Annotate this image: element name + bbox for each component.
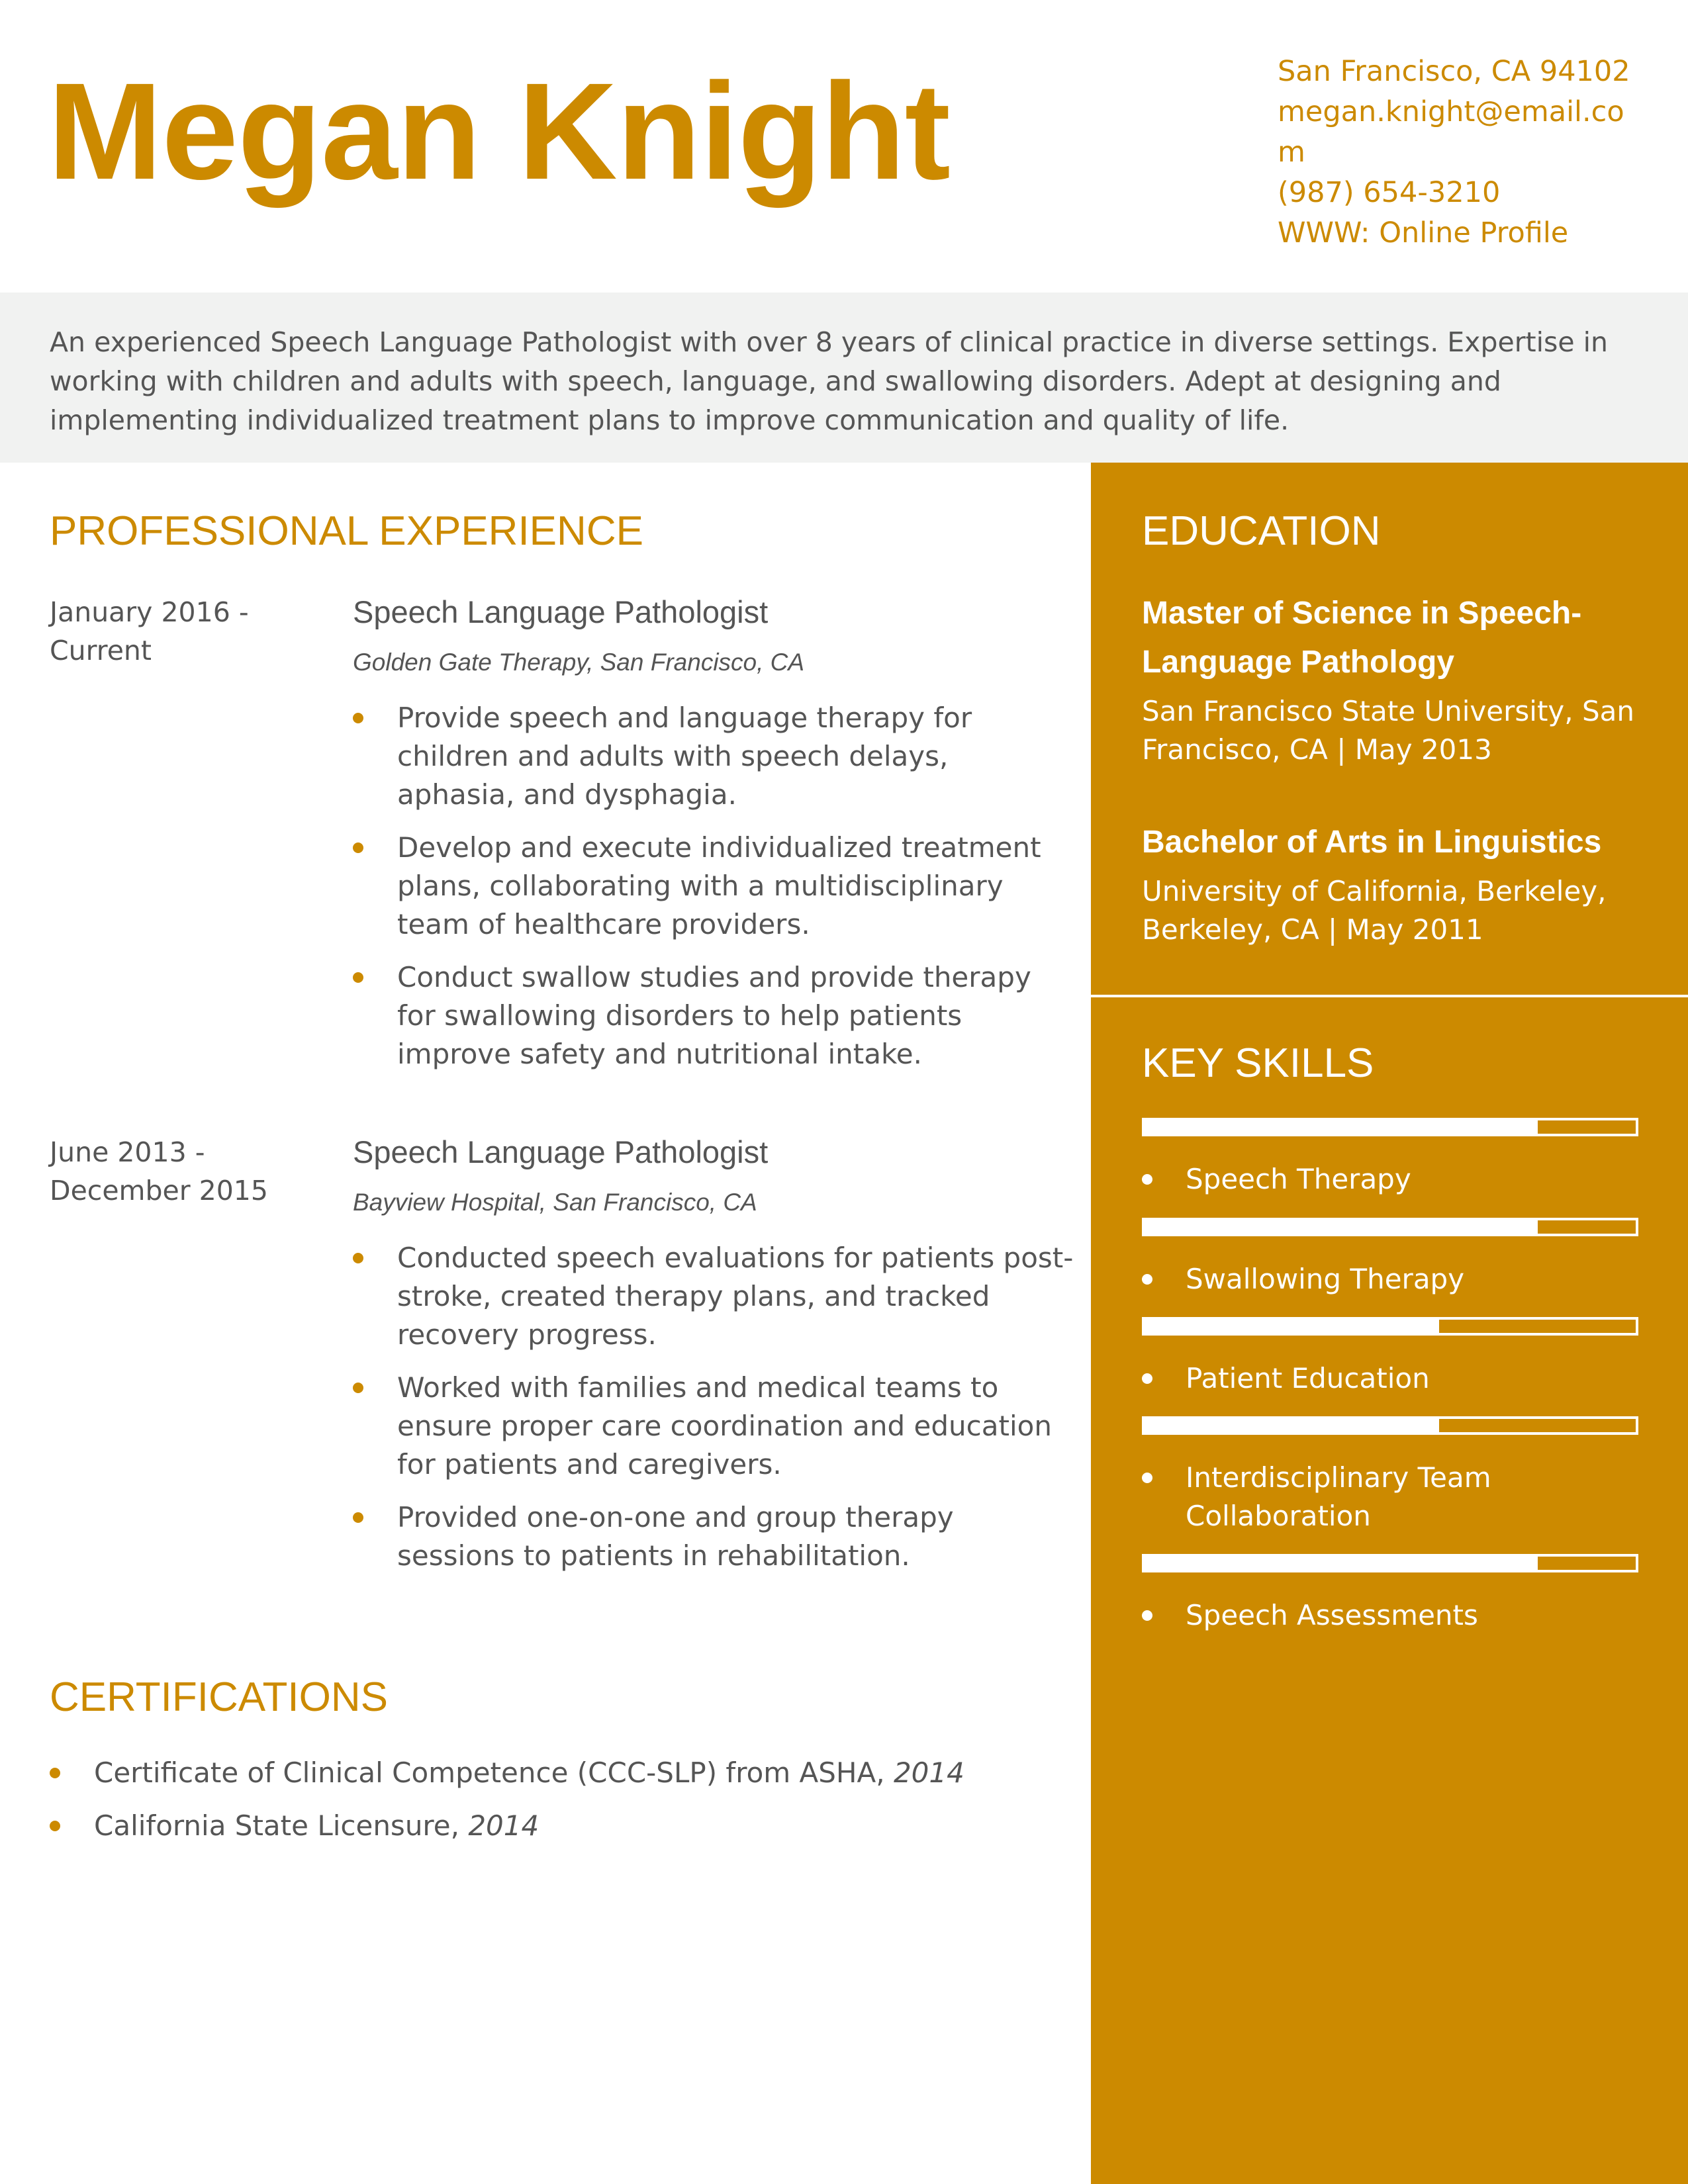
contact-phone[interactable]: (987) 654-3210 — [1278, 176, 1501, 209]
skill-label: Speech Assessments — [1142, 1596, 1513, 1635]
resume-header — [0, 0, 1688, 293]
job-bullet: Conduct swallow studies and provide therapy for swallowing disorders to help patients improve safety and nutritional intake. — [353, 958, 1074, 1073]
skill-item — [1142, 1218, 1638, 1298]
contact-address: San Francisco, CA 94102 — [1278, 55, 1630, 88]
education-degree: Master of Science in Speech-Language Pathology — [1142, 596, 1582, 680]
skill-level-bar — [1142, 1416, 1638, 1435]
experience-heading: PROFESSIONAL EXPERIENCE — [50, 508, 643, 554]
certification-item — [50, 1807, 1043, 1845]
certification-item — [50, 1754, 1043, 1792]
certification-text: Certificate of Clinical Competence (CCC-SLP) from ASHA, — [94, 1756, 894, 1789]
skill-level-fill — [1145, 1220, 1538, 1234]
skill-level-fill — [1145, 1557, 1538, 1570]
job-bullets — [353, 699, 1074, 1088]
job-company: Golden Gate Therapy, San Francisco, CA — [353, 649, 805, 676]
skill-label: Patient Education — [1142, 1359, 1513, 1398]
job-title: Speech Language Pathologist — [353, 594, 769, 629]
skill-label: Swallowing Therapy — [1142, 1260, 1513, 1298]
skill-level-fill — [1145, 1419, 1439, 1432]
education-school: San Francisco State University, San Francisco, CA | May 2013 — [1142, 695, 1634, 766]
certification-year: 2014 — [893, 1756, 964, 1789]
skill-level-fill — [1145, 1120, 1538, 1134]
certifications-heading: CERTIFICATIONS — [50, 1674, 388, 1720]
job-bullet: Worked with families and medical teams to ensure proper care coordination and education for patients and caregivers. — [353, 1369, 1074, 1484]
skill-item — [1142, 1554, 1638, 1635]
job-bullet: Conducted speech evaluations for patients post-stroke, created therapy plans, and tracked recovery progress. — [353, 1239, 1074, 1354]
skills-heading: KEY SKILLS — [1142, 1040, 1374, 1086]
skill-level-bar — [1142, 1118, 1638, 1136]
contact-info — [1278, 52, 1648, 253]
job-date: January 2016 - Current — [50, 596, 249, 666]
education-degree: Bachelor of Arts in Linguistics — [1142, 825, 1602, 860]
contact-website[interactable]: WWW: Online Profile — [1278, 216, 1569, 250]
skill-label: Speech Therapy — [1142, 1160, 1513, 1199]
skill-level-bar — [1142, 1554, 1638, 1572]
job-company: Bayview Hospital, San Francisco, CA — [353, 1189, 757, 1216]
education-entry — [1142, 818, 1658, 949]
job-bullets — [353, 1239, 1074, 1590]
education-heading: EDUCATION — [1142, 508, 1381, 554]
skill-level-bar — [1142, 1317, 1638, 1336]
professional-summary: An experienced Speech Language Pathologist with over 8 years of clinical practice in diverse settings. Expertise in working with children and adults with speech, language, and swallowing disorders. Adept at designing and implementing individualized treatment plans to improve communication and quality of life. — [0, 293, 1688, 463]
education-school: University of California, Berkeley, Berkeley, CA | May 2011 — [1142, 875, 1607, 946]
job-bullet: Develop and execute individualized treatment plans, collaborating with a multidisciplinary team of healthcare providers. — [353, 829, 1074, 944]
candidate-name: Megan Knight — [48, 55, 950, 208]
job-title: Speech Language Pathologist — [353, 1134, 769, 1169]
education-entry — [1142, 589, 1658, 769]
job-bullet: Provided one-on-one and group therapy sessions to patients in rehabilitation. — [353, 1498, 1074, 1575]
certification-year: 2014 — [468, 1809, 539, 1842]
sidebar-divider — [1091, 995, 1688, 997]
skill-level-fill — [1145, 1320, 1439, 1333]
contact-email[interactable]: megan.knight@email.com — [1278, 95, 1624, 169]
skill-item — [1142, 1118, 1638, 1199]
certifications-list — [50, 1754, 1043, 1860]
certification-text: California State Licensure, — [94, 1809, 469, 1842]
job-date: June 2013 - December 2015 — [50, 1136, 268, 1206]
skill-item — [1142, 1317, 1638, 1398]
skill-label: Interdisciplinary Team Collaboration — [1142, 1459, 1513, 1535]
skill-item — [1142, 1416, 1638, 1535]
job-bullet: Provide speech and language therapy for children and adults with speech delays, aphasia, and dysphagia. — [353, 699, 1074, 814]
skill-level-bar — [1142, 1218, 1638, 1236]
